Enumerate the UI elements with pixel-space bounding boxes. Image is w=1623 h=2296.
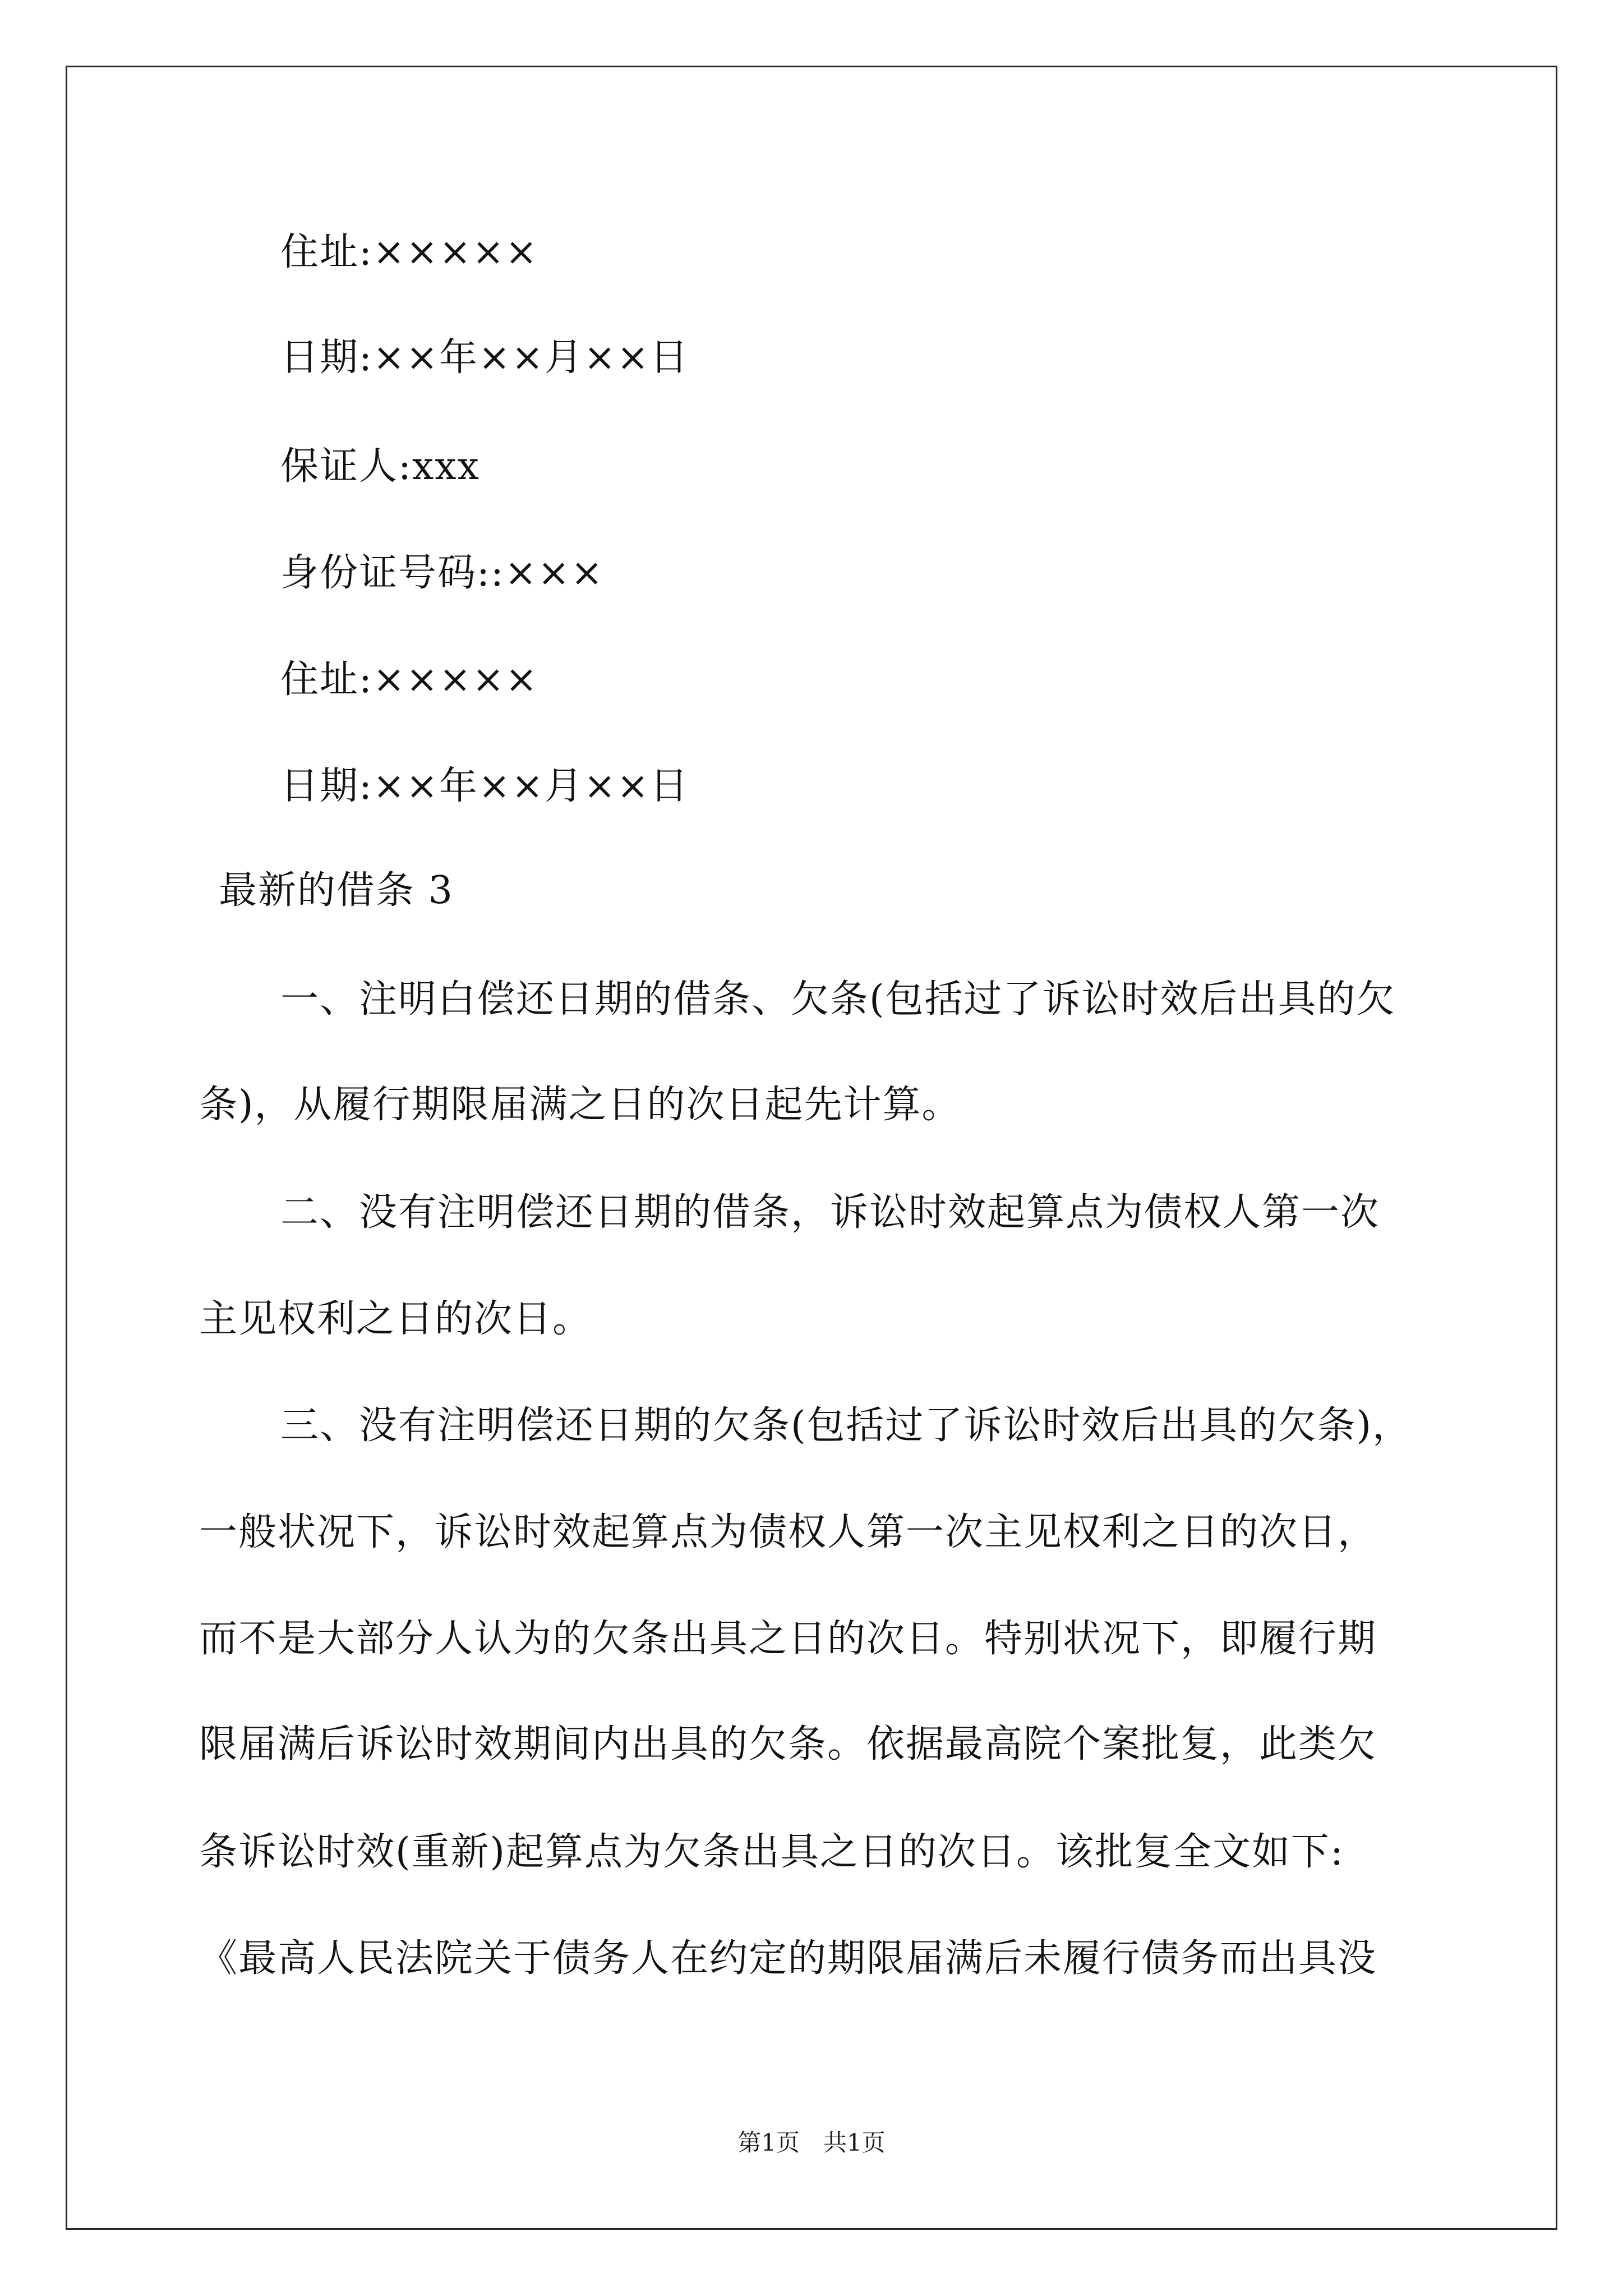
paragraph-line: 而不是大部分人认为的欠条出具之日的次日。特别状况下，即履行期 [199, 1617, 1377, 1661]
paragraph-line: 二、没有注明偿还日期的借条，诉讼时效起算点为债权人第一次 [280, 1190, 1380, 1235]
paragraph-line: 《最高人民法院关于债务人在约定的期限届满后未履行债务而出具没 [199, 1936, 1377, 1981]
page-border [66, 66, 1557, 2230]
paragraph-line: 条诉讼时效(重新)起算点为欠条出具之日的次日。该批复全文如下: [199, 1830, 1344, 1874]
paragraph-line: 限届满后诉讼时效期间内出具的欠条。依据最高院个案批复，此类欠 [199, 1722, 1377, 1766]
date-line: 日期:××年××月××日 [280, 764, 689, 808]
guarantor-line: 保证人:xxx [280, 444, 480, 489]
address-line: 住址:××××× [280, 657, 538, 702]
id-number-line: 身份证号码::××× [280, 551, 604, 595]
date-line: 日期:××年××月××日 [280, 335, 689, 380]
paragraph-line: 主见权利之日的次日。 [199, 1297, 592, 1341]
address-line: 住址:××××× [280, 230, 538, 274]
paragraph-line: 一、注明白偿还日期的借条、欠条(包括过了诉讼时效后出具的欠 [280, 977, 1396, 1022]
paragraph-line: 三、没有注明偿还日期的欠条(包括过了诉讼时效后出具的欠条)， [280, 1404, 1412, 1448]
section-heading: 最新的借条 3 [219, 868, 454, 913]
paragraph-line: 条)，从履行期限届满之日的次日起先计算。 [199, 1083, 961, 1127]
paragraph-line: 一般状况下，诉讼时效起算点为债权人第一次主见权利之日的次日， [199, 1510, 1377, 1554]
page-number-footer: 第1页 共1页 [737, 2129, 886, 2156]
